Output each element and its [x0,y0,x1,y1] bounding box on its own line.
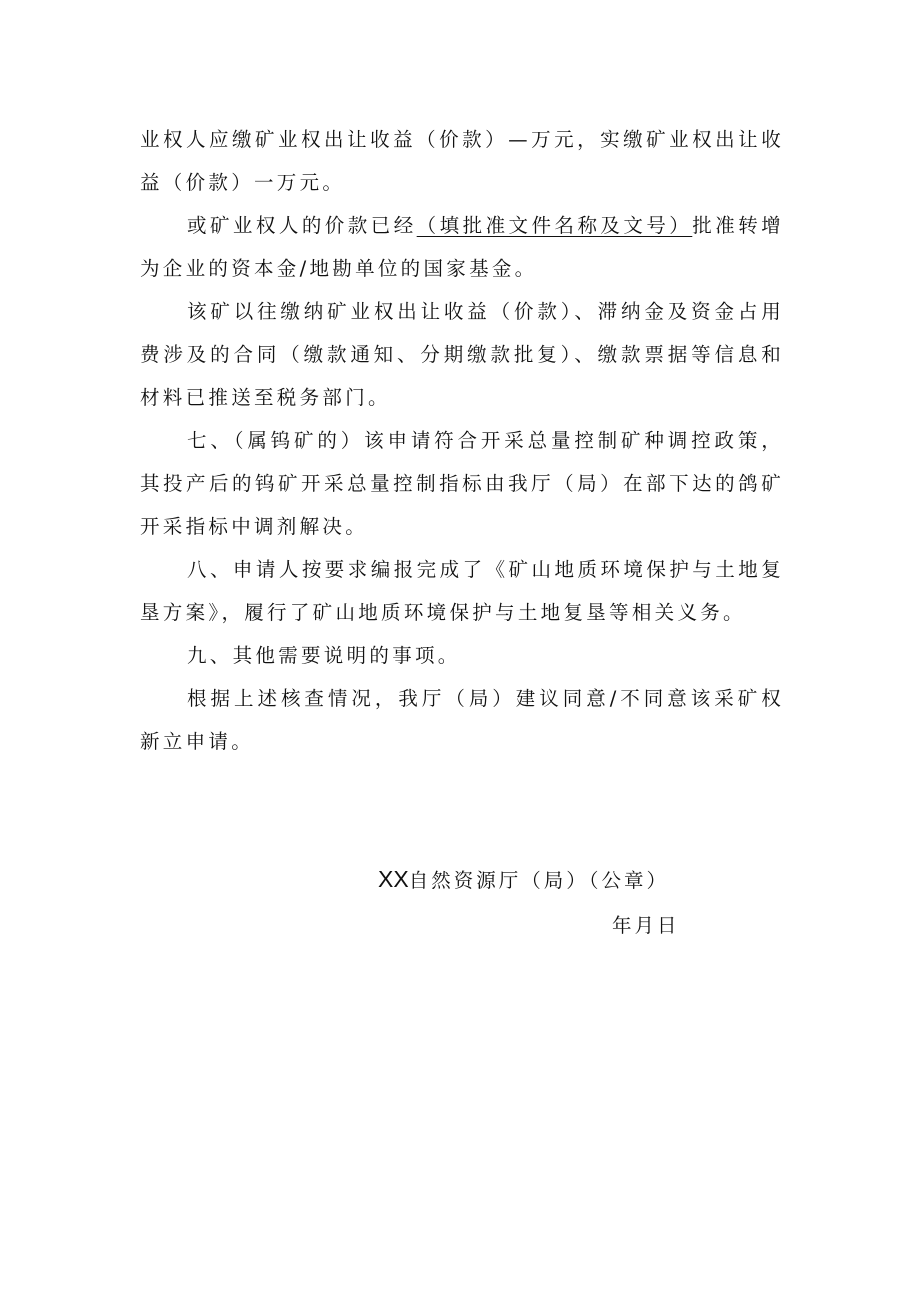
paragraph-text: 九、其他需要说明的事项。 [187,644,461,667]
signature-organization [378,858,669,902]
paragraph-item-eight [140,548,784,634]
signature-org-name: 自然资源厅（局）（公章） [408,869,669,892]
paragraph-capital-conversion [140,204,784,290]
paragraph-text: 根据上述核查情况，我厅（局）建议同意/不同意该采矿权新立申请。 [140,687,784,753]
paragraph-text: 业权人应缴矿业权出让收益（价款）—万元，实缴矿业权出让收益（价款）一万元。 [140,128,784,194]
paragraph-text: 该矿以往缴纳矿业权出让收益（价款）、滞纳金及资金占用费涉及的合同（缴款通知、分期缴款批复）、缴款票据等信息和材料已推送至税务部门。 [140,300,784,409]
paragraph-text: 七、（属钨矿的）该申请符合开采总量控制矿种调控政策，其投产后的钨矿开采总量控制指标由我厅（局）在部下达的鸽矿开采指标中调剂解决。 [140,429,784,538]
paragraph-tax-records [140,290,784,419]
paragraph-text: 八、申请人按要求编报完成了《矿山地质环境保护与土地复垦方案》，履行了矿山地质环境保护与土地复垦等相关义务。 [140,558,784,624]
approval-document-blank: （填批准文件名称及文号） [416,214,693,237]
paragraph-conclusion [140,677,784,763]
signature-date: 年月日 [612,914,680,937]
paragraph-text: 批准转增为企业的资本金/地勘单位的国家基金。 [140,214,784,280]
paragraph-fee-amounts [140,118,784,204]
paragraph-text: 或矿业权人的价款已经 [187,214,417,237]
document-body [140,118,784,763]
signature-org-prefix: XX [378,866,409,892]
paragraph-item-seven [140,419,784,548]
paragraph-item-nine [140,634,784,677]
